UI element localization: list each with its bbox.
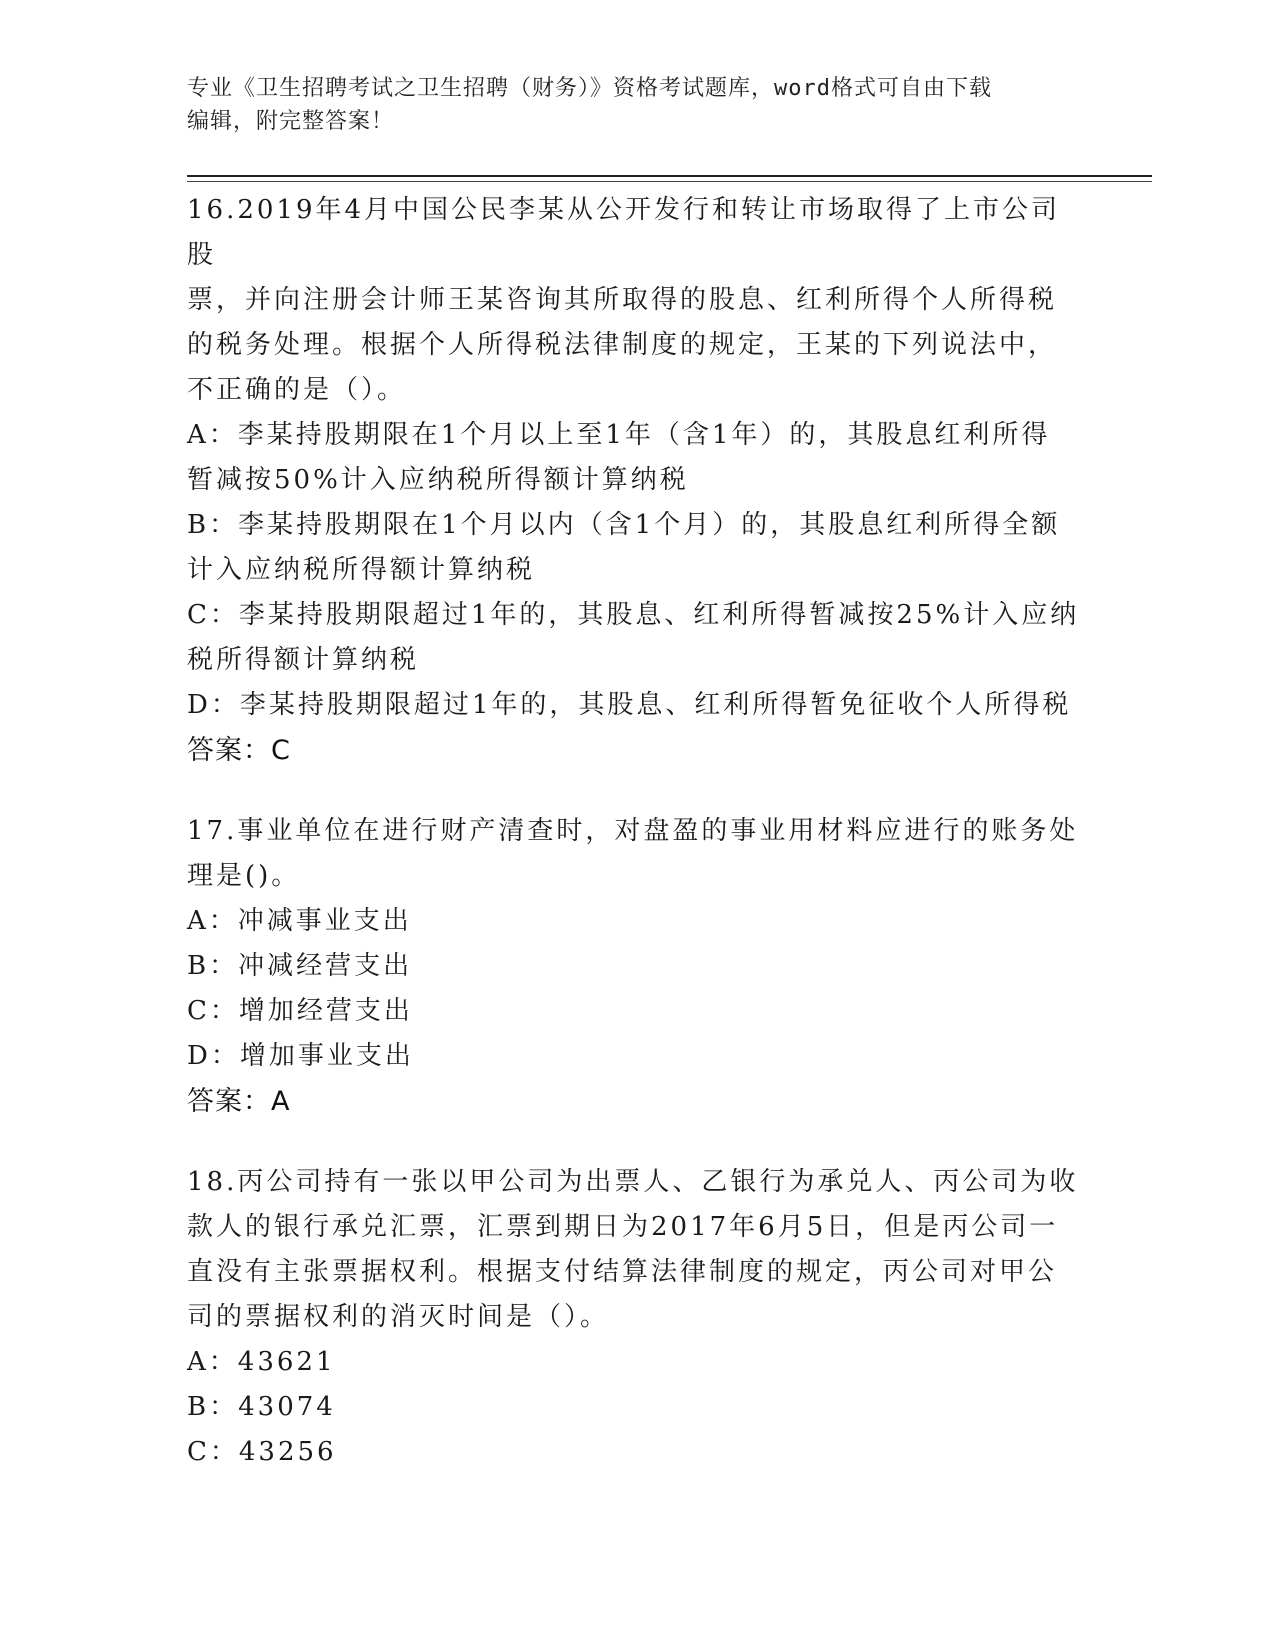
option-c-line: C：增加经营支出 — [187, 996, 413, 1026]
option-b-line: B：冲减经营支出 — [187, 951, 413, 981]
option-a-line: 暂减按50%计入应纳税所得额计算纳税 — [187, 465, 689, 495]
option-d-line: D：李某持股期限超过1年的，其股息、红利所得暂免征收个人所得税 — [187, 690, 1072, 720]
answer-17: 答案：A — [187, 1086, 291, 1117]
question-text-line: 款人的银行承兑汇票，汇票到期日为2017年6月5日，但是丙公司一 — [187, 1212, 1059, 1242]
option-c-line: 税所得额计算纳税 — [187, 645, 420, 675]
header-line-1: 专业《卫生招聘考试之卫生招聘（财务）》资格考试题库，word格式可自由下载 — [187, 76, 992, 101]
option-a-line: A：43621 — [187, 1347, 336, 1377]
question-text-line: 18.丙公司持有一张以甲公司为出票人、乙银行为承兑人、丙公司为收 — [187, 1167, 1079, 1197]
question-text-line: 理是()。 — [187, 861, 301, 891]
header-divider-thin — [187, 181, 1152, 182]
option-b-line: B：43074 — [187, 1392, 336, 1422]
question-text-line: 票，并向注册会计师王某咨询其所取得的股息、红利所得个人所得税 — [187, 285, 1058, 315]
question-text-line: 司的票据权利的消灭时间是（）。 — [187, 1302, 610, 1332]
header-line-2: 编辑，附完整答案！ — [187, 109, 395, 134]
question-text-line: 16.2019年4月中国公民李某从公开发行和转让市场取得了上市公司股 — [187, 195, 1061, 270]
option-d-line: D：增加事业支出 — [187, 1041, 414, 1071]
option-a-line: A：李某持股期限在1个月以上至1年（含1年）的，其股息红利所得 — [187, 420, 1051, 450]
document-header — [187, 72, 1067, 138]
answer-16: 答案：C — [187, 735, 291, 766]
option-b-line: 计入应纳税所得额计算纳税 — [187, 555, 536, 585]
question-text-line: 不正确的是（）。 — [187, 375, 407, 405]
option-a-line: A：冲减事业支出 — [187, 906, 412, 936]
header-divider-thick — [187, 175, 1152, 177]
question-17 — [187, 809, 1087, 1124]
question-18 — [187, 1160, 1087, 1475]
question-16 — [187, 188, 1087, 773]
question-list — [187, 188, 1087, 1511]
option-c-line: C：43256 — [187, 1437, 337, 1467]
question-text-line: 直没有主张票据权利。根据支付结算法律制度的规定，丙公司对甲公 — [187, 1257, 1058, 1287]
option-c-line: C：李某持股期限超过1年的，其股息、红利所得暂减按25%计入应纳 — [187, 600, 1080, 630]
option-b-line: B：李某持股期限在1个月以内（含1个月）的，其股息红利所得全额 — [187, 510, 1061, 540]
question-text-line: 17.事业单位在进行财产清查时，对盘盈的事业用材料应进行的账务处 — [187, 816, 1079, 846]
question-text-line: 的税务处理。根据个人所得税法律制度的规定，王某的下列说法中， — [187, 330, 1058, 360]
